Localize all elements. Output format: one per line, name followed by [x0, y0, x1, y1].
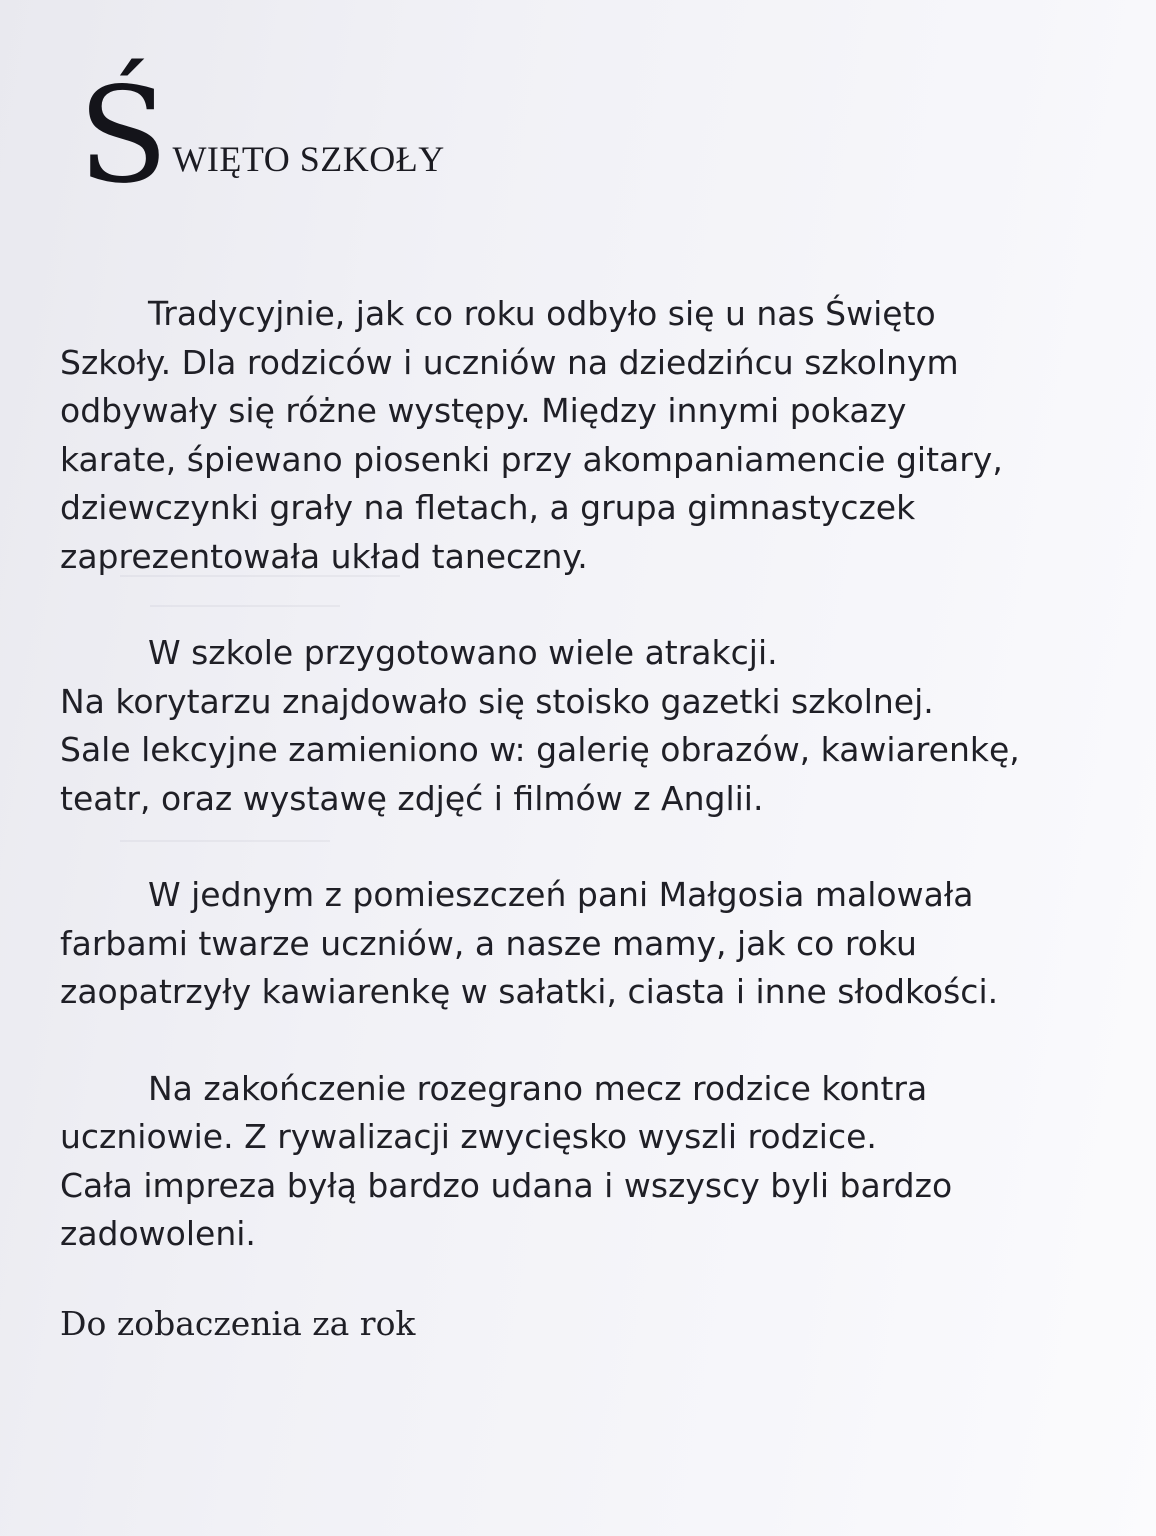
paragraph-line: farbami twarze uczniów, a nasze mamy, jak co roku — [60, 923, 917, 963]
title-text: WIĘTO SZKOŁY — [172, 139, 445, 179]
paragraph-line: Tradycyjnie, jak co roku odbyło się u nas Święto — [148, 294, 936, 333]
paragraph-line: W jednym z pomieszczeń pani Małgosia malowała — [148, 875, 974, 914]
paragraph-line: Na korytarzu znajdowało się stoisko gazetki szkolnej. — [60, 681, 934, 721]
paragraph-line: uczniowie. Z rywalizacji zwycięsko wyszli rodzice. — [60, 1117, 877, 1156]
paragraph-2 — [60, 629, 1100, 823]
article-body — [60, 290, 1100, 1307]
paragraph-line: Sale lekcyjne zamieniono w: galerię obrazów, kawiarenkę, — [60, 730, 1020, 769]
paragraph-line: zaprezentowała układ taneczny. — [60, 536, 588, 576]
paragraph-line: dziewczynki grały na fletach, a grupa gimnastyczek — [60, 488, 916, 527]
title-dropcap: Ś — [78, 59, 169, 213]
paragraph-4 — [60, 1065, 1100, 1259]
paragraph-line: teatr, oraz wystawę zdjęć i filmów z Anglii. — [60, 778, 764, 818]
paragraph-line: zaopatrzyły kawiarenkę w sałatki, ciasta i inne słodkości. — [60, 972, 999, 1011]
paragraph-line: Na zakończenie rozegrano mecz rodzice kontra — [148, 1068, 928, 1108]
closing-line: Do zobaczenia za rok — [60, 1304, 416, 1343]
paragraph-line: zadowoleni. — [60, 1214, 256, 1253]
paragraph-line: odbywały się różne występy. Między innymi pokazy — [60, 391, 907, 430]
paragraph-line: Cała impreza byłą bardzo udana i wszyscy byli bardzo — [60, 1165, 953, 1205]
paragraph-3 — [60, 871, 1100, 1017]
paragraph-line: karate, śpiewano piosenki przy akompaniamencie gitary, — [60, 439, 1003, 479]
paragraph-line: Szkoły. Dla rodziców i uczniów na dziedzińcu szkolnym — [60, 342, 959, 382]
paragraph-1 — [60, 290, 1100, 581]
article-title — [78, 60, 445, 220]
paragraph-line: W szkole przygotowano wiele atrakcji. — [148, 633, 778, 672]
